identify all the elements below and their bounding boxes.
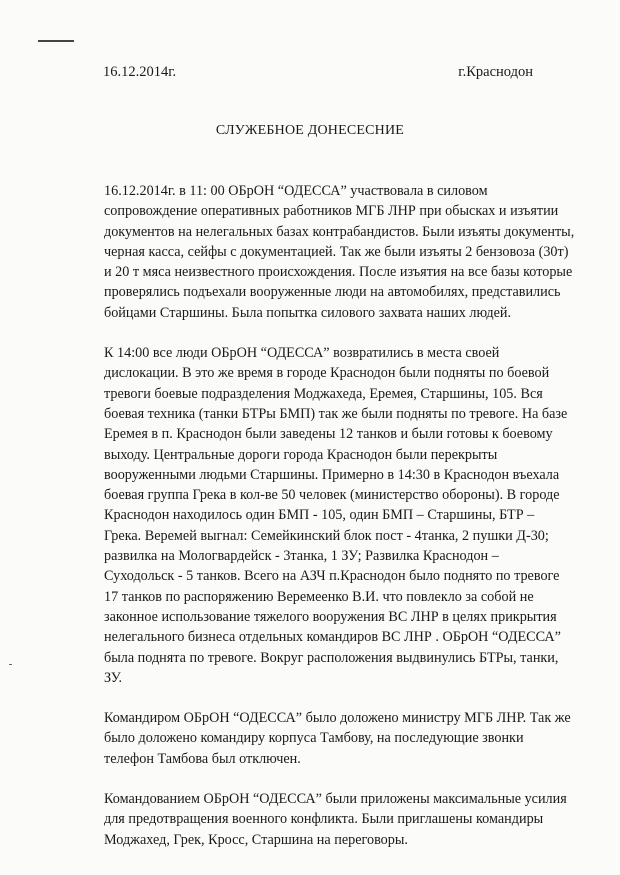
text-line: нелегального бизнеса отдельных командиров ВС ЛНР . ОБрОН “ОДЕССА” — [104, 629, 561, 646]
header-city: г.Краснодон — [458, 64, 533, 80]
text-line: телефон Тамбова был отключен. — [104, 750, 301, 767]
text-line: Еремея в п. Краснодон были заведены 12 танков и были готовы к боевому — [104, 426, 553, 443]
text-line: бойцами Старшины. Была попытка силового захвата наших людей. — [104, 304, 512, 321]
text-line: документов на нелегальных базах контрабандистов. Были изъяты документы, — [104, 223, 575, 240]
text-line: законное использование тяжелого вооружения ВС ЛНР в целях прикрытия — [104, 608, 557, 625]
document-body — [104, 181, 590, 850]
text-line: К 14:00 все люди ОБрОН “ОДЕССА” возвратились в места своей — [104, 345, 500, 362]
document-title: СЛУЖЕБНОЕ ДОНЕСЕСНИЕ — [215, 123, 405, 138]
text-line: вооруженными людьми Старшины. Примерно в 14:30 в Краснодон въехала — [104, 466, 560, 483]
paragraph-4 — [104, 789, 590, 850]
text-line: была поднята по тревоге. Вокруг расположения выдвинулись БТРы, танки, — [104, 649, 559, 666]
text-line: дислокации. В это же время в городе Краснодон были подняты по боевой — [104, 365, 550, 382]
text-line: и 20 т мяса неизвестного происхождения. После изъятия на все базы которые — [104, 264, 573, 281]
text-line: боевая техника (танки БТРы БМП) так же были подняты по тревоге. На базе — [104, 405, 568, 422]
text-line: черная касса, сейфы с документацией. Так же были изъяты 2 бензовоза (30т) — [104, 243, 569, 260]
text-line: развилка на Мологвардейск - 3танка, 1 ЗУ; Развилка Краснодон – — [104, 548, 499, 565]
text-line: было доложено командиру корпуса Тамбову, на последующие звонки — [104, 730, 524, 747]
text-line: Суходольск - 5 танков. Всего на АЗЧ п.Краснодон было поднято по тревоге — [104, 568, 560, 585]
paragraph-2 — [104, 343, 590, 688]
text-line: выходу. Центральные дороги города Краснодон были перекрыты — [104, 446, 498, 463]
margin-speck — [9, 664, 12, 665]
text-line: для предотвращения военного конфликта. Были приглашены командиры — [104, 811, 544, 828]
text-line: Грека. Веремей выгнал: Семейкинский блок пост - 4танка, 2 пушки Д-30; — [104, 527, 549, 544]
header-date: 16.12.2014г. — [103, 64, 177, 80]
text-line: Командиром ОБрОН “ОДЕССА” было доложено министру МГБ ЛНР. Так же — [104, 710, 571, 727]
text-line: 17 танков по распоряжению Веремеенко В.И. что повлекло за собой не — [104, 588, 534, 605]
text-line: тревоги боевые подразделения Моджахеда, Еремея, Старшины, 105. Вся — [104, 385, 543, 402]
text-line: ЗУ. — [104, 669, 123, 686]
paragraph-3 — [104, 708, 590, 769]
text-line: боевая группа Грека в кол-ве 50 человек (министерство обороны). В городе — [104, 487, 560, 504]
text-line: Моджахед, Грек, Кросс, Старшина на переговоры. — [104, 831, 408, 848]
top-left-mark — [38, 40, 74, 42]
text-line: проверялись подъехали вооруженные люди на автомобилях, представились — [104, 284, 561, 301]
text-line: сопровождение оперативных работников МГБ ЛНР при обысках и изъятии — [104, 203, 559, 220]
text-line: Краснодон находилось один БМП - 105, один БМП – Старшины, БТР – — [104, 507, 535, 524]
document-header — [103, 64, 533, 82]
paragraph-1 — [104, 181, 590, 323]
text-line: Командованием ОБрОН “ОДЕССА” были приложены максимальные усилия — [104, 791, 567, 808]
text-line: 16.12.2014г. в 11: 00 ОБрОН “ОДЕССА” участвовала в силовом — [104, 183, 488, 199]
